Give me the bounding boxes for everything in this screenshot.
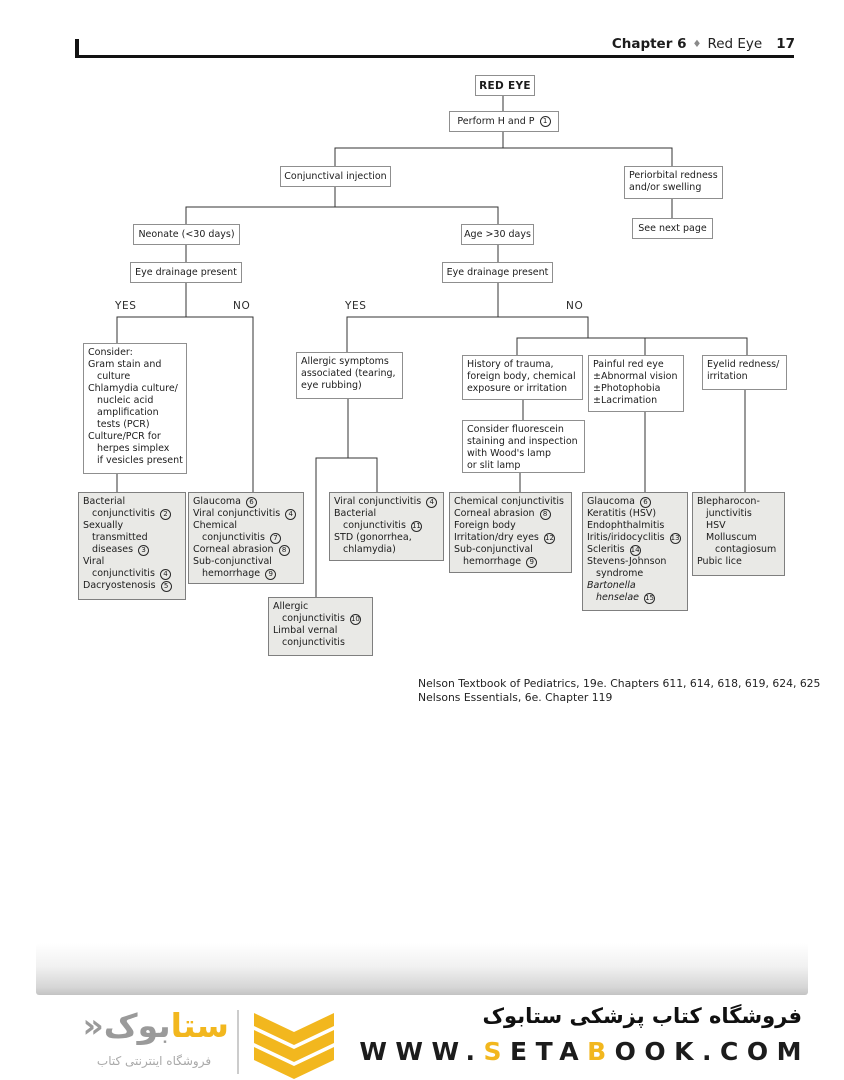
logo-subtitle: فروشگاه اینترنتی کتاب xyxy=(96,1054,212,1068)
chevron-emblem-icon xyxy=(252,1013,336,1079)
wordmark-yellow-part: ستا xyxy=(170,1006,229,1045)
node-see-next-page: See next page xyxy=(632,218,713,239)
website-url: WWW.SETABOOK.COM xyxy=(359,1037,810,1066)
wordmark-gray-part: بوک xyxy=(103,1006,171,1045)
diamond-icon: ♦ xyxy=(692,39,702,50)
node-consider-gram-stain: Consider: Gram stain and culture Chlamydia culture/ nucleic acid amplification tests (PCR) Culture/PCR for herpes simplex if vesicles present xyxy=(83,343,187,474)
branch-yes-left: YES xyxy=(115,300,137,312)
dx-box-painful: Glaucoma 6 Keratitis (HSV) Endophthalmitis Iritis/iridocyclitis 13 Scleritis 14 Stevens-Johnson syndrome Bartonella henselae 15 xyxy=(582,492,688,611)
citation-line-1: Nelson Textbook of Pediatrics, 19e. Chapters 611, 614, 618, 619, 624, 625 xyxy=(418,677,821,690)
node-periorbital-redness: Periorbital redness and/or swelling xyxy=(624,166,723,199)
node-eyelid-redness: Eyelid redness/ irritation xyxy=(702,355,787,390)
dx-box-age-yes: Viral conjunctivitis 4 Bacterial conjunctivitis 11 STD (gonorrhea, chlamydia) xyxy=(329,492,444,561)
page-header xyxy=(612,36,795,52)
header-rule xyxy=(75,55,794,58)
branch-no-right: NO xyxy=(566,300,584,312)
node-eye-drainage-left: Eye drainage present xyxy=(130,262,242,283)
node-conjunctival-injection: Conjunctival injection xyxy=(280,166,391,187)
node-history-of-trauma: History of trauma, foreign body, chemical exposure or irritation xyxy=(462,355,583,400)
chapter-title: Red Eye xyxy=(707,36,763,52)
node-neonate: Neonate (<30 days) xyxy=(133,224,240,245)
footer-persian-title: فروشگاه کتاب پزشکی ستابوک xyxy=(482,1004,802,1028)
dx-box-trauma: Chemical conjunctivitis Corneal abrasion 8 Foreign body Irritation/dry eyes 12 Sub-conjunctival hemorrhage 9 xyxy=(449,492,572,573)
node-eye-drainage-right: Eye drainage present xyxy=(442,262,553,283)
logo-divider xyxy=(237,1010,239,1074)
wordmark-guillemet: « xyxy=(82,1006,104,1045)
branch-no-left: NO xyxy=(233,300,251,312)
node-red-eye: RED EYE xyxy=(475,75,535,96)
dx-box-neonate-no: Glaucoma 6 Viral conjunctivitis 4 Chemical conjunctivitis 7 Corneal abrasion 8 Sub-conjunctival hemorrhage 9 xyxy=(188,492,304,584)
dx-box-eyelid: Blepharocon- junctivitis HSV Molluscum contagiosum Pubic lice xyxy=(692,492,785,576)
page-number: 17 xyxy=(776,36,795,52)
citation xyxy=(418,677,820,705)
setabook-logo xyxy=(74,1006,344,1080)
branch-yes-right: YES xyxy=(345,300,367,312)
page-edge-shadow xyxy=(36,943,808,995)
node-consider-fluorescein: Consider fluorescein staining and inspection with Wood's lamp or slit lamp xyxy=(462,420,585,473)
node-age-over-30-days: Age >30 days xyxy=(461,224,534,245)
setabook-wordmark xyxy=(82,1008,229,1044)
dx-box-allergic: Allergic conjunctivitis 10 Limbal vernal conjunctivitis xyxy=(268,597,373,656)
node-allergic-symptoms: Allergic symptoms associated (tearing, eye rubbing) xyxy=(296,352,403,399)
dx-box-neonate-yes: Bacterial conjunctivitis 2 Sexually transmitted diseases 3 Viral conjunctivitis 4 Dacryostenosis 5 xyxy=(78,492,186,600)
node-perform-h-and-p: Perform H and P 1 xyxy=(449,111,559,132)
node-painful-red-eye: Painful red eye ±Abnormal vision ±Photophobia ±Lacrimation xyxy=(588,355,684,412)
citation-line-2: Nelsons Essentials, 6e. Chapter 119 xyxy=(418,691,613,704)
chapter-label: Chapter 6 xyxy=(611,36,687,52)
